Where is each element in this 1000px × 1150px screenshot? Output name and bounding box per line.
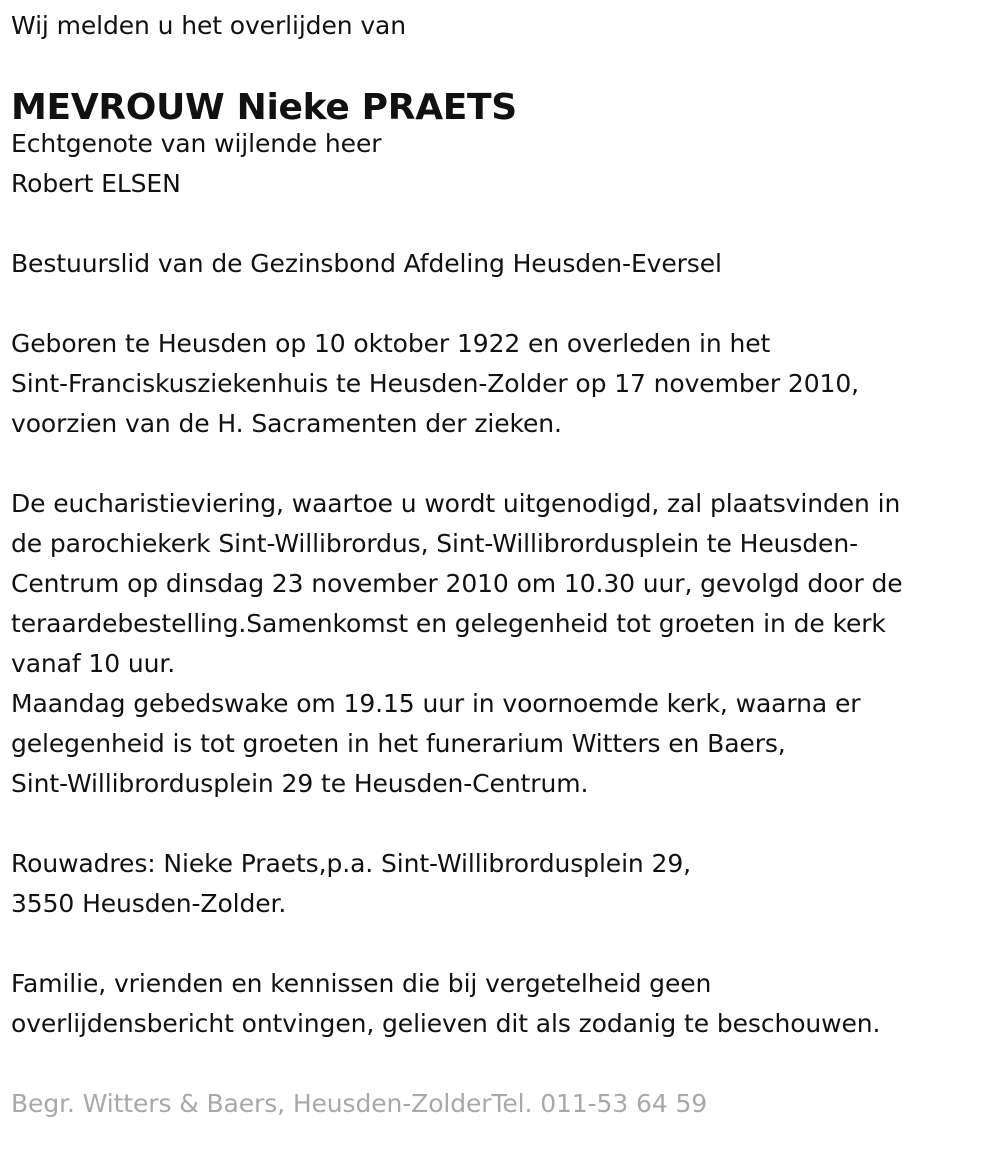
- spacer: [11, 804, 991, 844]
- address-line: 3550 Heusden-Zolder.: [11, 889, 287, 918]
- ceremony-line: vanaf 10 uur.: [11, 649, 176, 678]
- spacer: [11, 46, 991, 86]
- birth-death-line: Geboren te Heusden op 10 oktober 1922 en overleden in het: [11, 329, 771, 358]
- spouse-line-2: Robert ELSEN: [11, 169, 181, 198]
- death-notice: [11, 6, 991, 1124]
- ceremony-line: Maandag gebedswake om 19.15 uur in voornoemde kerk, waarna er: [11, 689, 861, 718]
- ceremony-line: gelegenheid is tot groeten in het funerarium Witters en Baers,: [11, 729, 786, 758]
- spacer: [11, 284, 991, 324]
- spacer: [11, 1044, 991, 1084]
- spouse-line-1: Echtgenote van wijlende heer: [11, 129, 382, 158]
- ceremony-line: teraardebestelling.Samenkomst en gelegenheid tot groeten in de kerk: [11, 609, 886, 638]
- spacer: [11, 444, 991, 484]
- funeral-home-footer: Begr. Witters & Baers, Heusden-ZolderTel. 011-53 64 59: [11, 1089, 708, 1118]
- spacer: [11, 204, 991, 244]
- ceremony-line: de parochiekerk Sint-Willibrordus, Sint-Willibrordusplein te Heusden-: [11, 529, 859, 558]
- ceremony-line: Sint-Willibrordusplein 29 te Heusden-Centrum.: [11, 769, 589, 798]
- closing-line: Familie, vrienden en kennissen die bij vergetelheid geen: [11, 969, 712, 998]
- ceremony-line: De eucharistieviering, waartoe u wordt uitgenodigd, zal plaatsvinden in: [11, 489, 901, 518]
- birth-death-line: Sint-Franciskusziekenhuis te Heusden-Zolder op 17 november 2010,: [11, 369, 859, 398]
- spacer: [11, 924, 991, 964]
- ceremony-line: Centrum op dinsdag 23 november 2010 om 10.30 uur, gevolgd door de: [11, 569, 903, 598]
- function-text: Bestuurslid van de Gezinsbond Afdeling Heusden-Eversel: [11, 249, 722, 278]
- intro-text: Wij melden u het overlijden van: [11, 11, 406, 40]
- closing-line: overlijdensbericht ontvingen, gelieven dit als zodanig te beschouwen.: [11, 1009, 881, 1038]
- deceased-name: MEVROUW Nieke PRAETS: [11, 87, 517, 128]
- address-line: Rouwadres: Nieke Praets,p.a. Sint-Willibrordusplein 29,: [11, 849, 691, 878]
- birth-death-line: voorzien van de H. Sacramenten der zieken.: [11, 409, 562, 438]
